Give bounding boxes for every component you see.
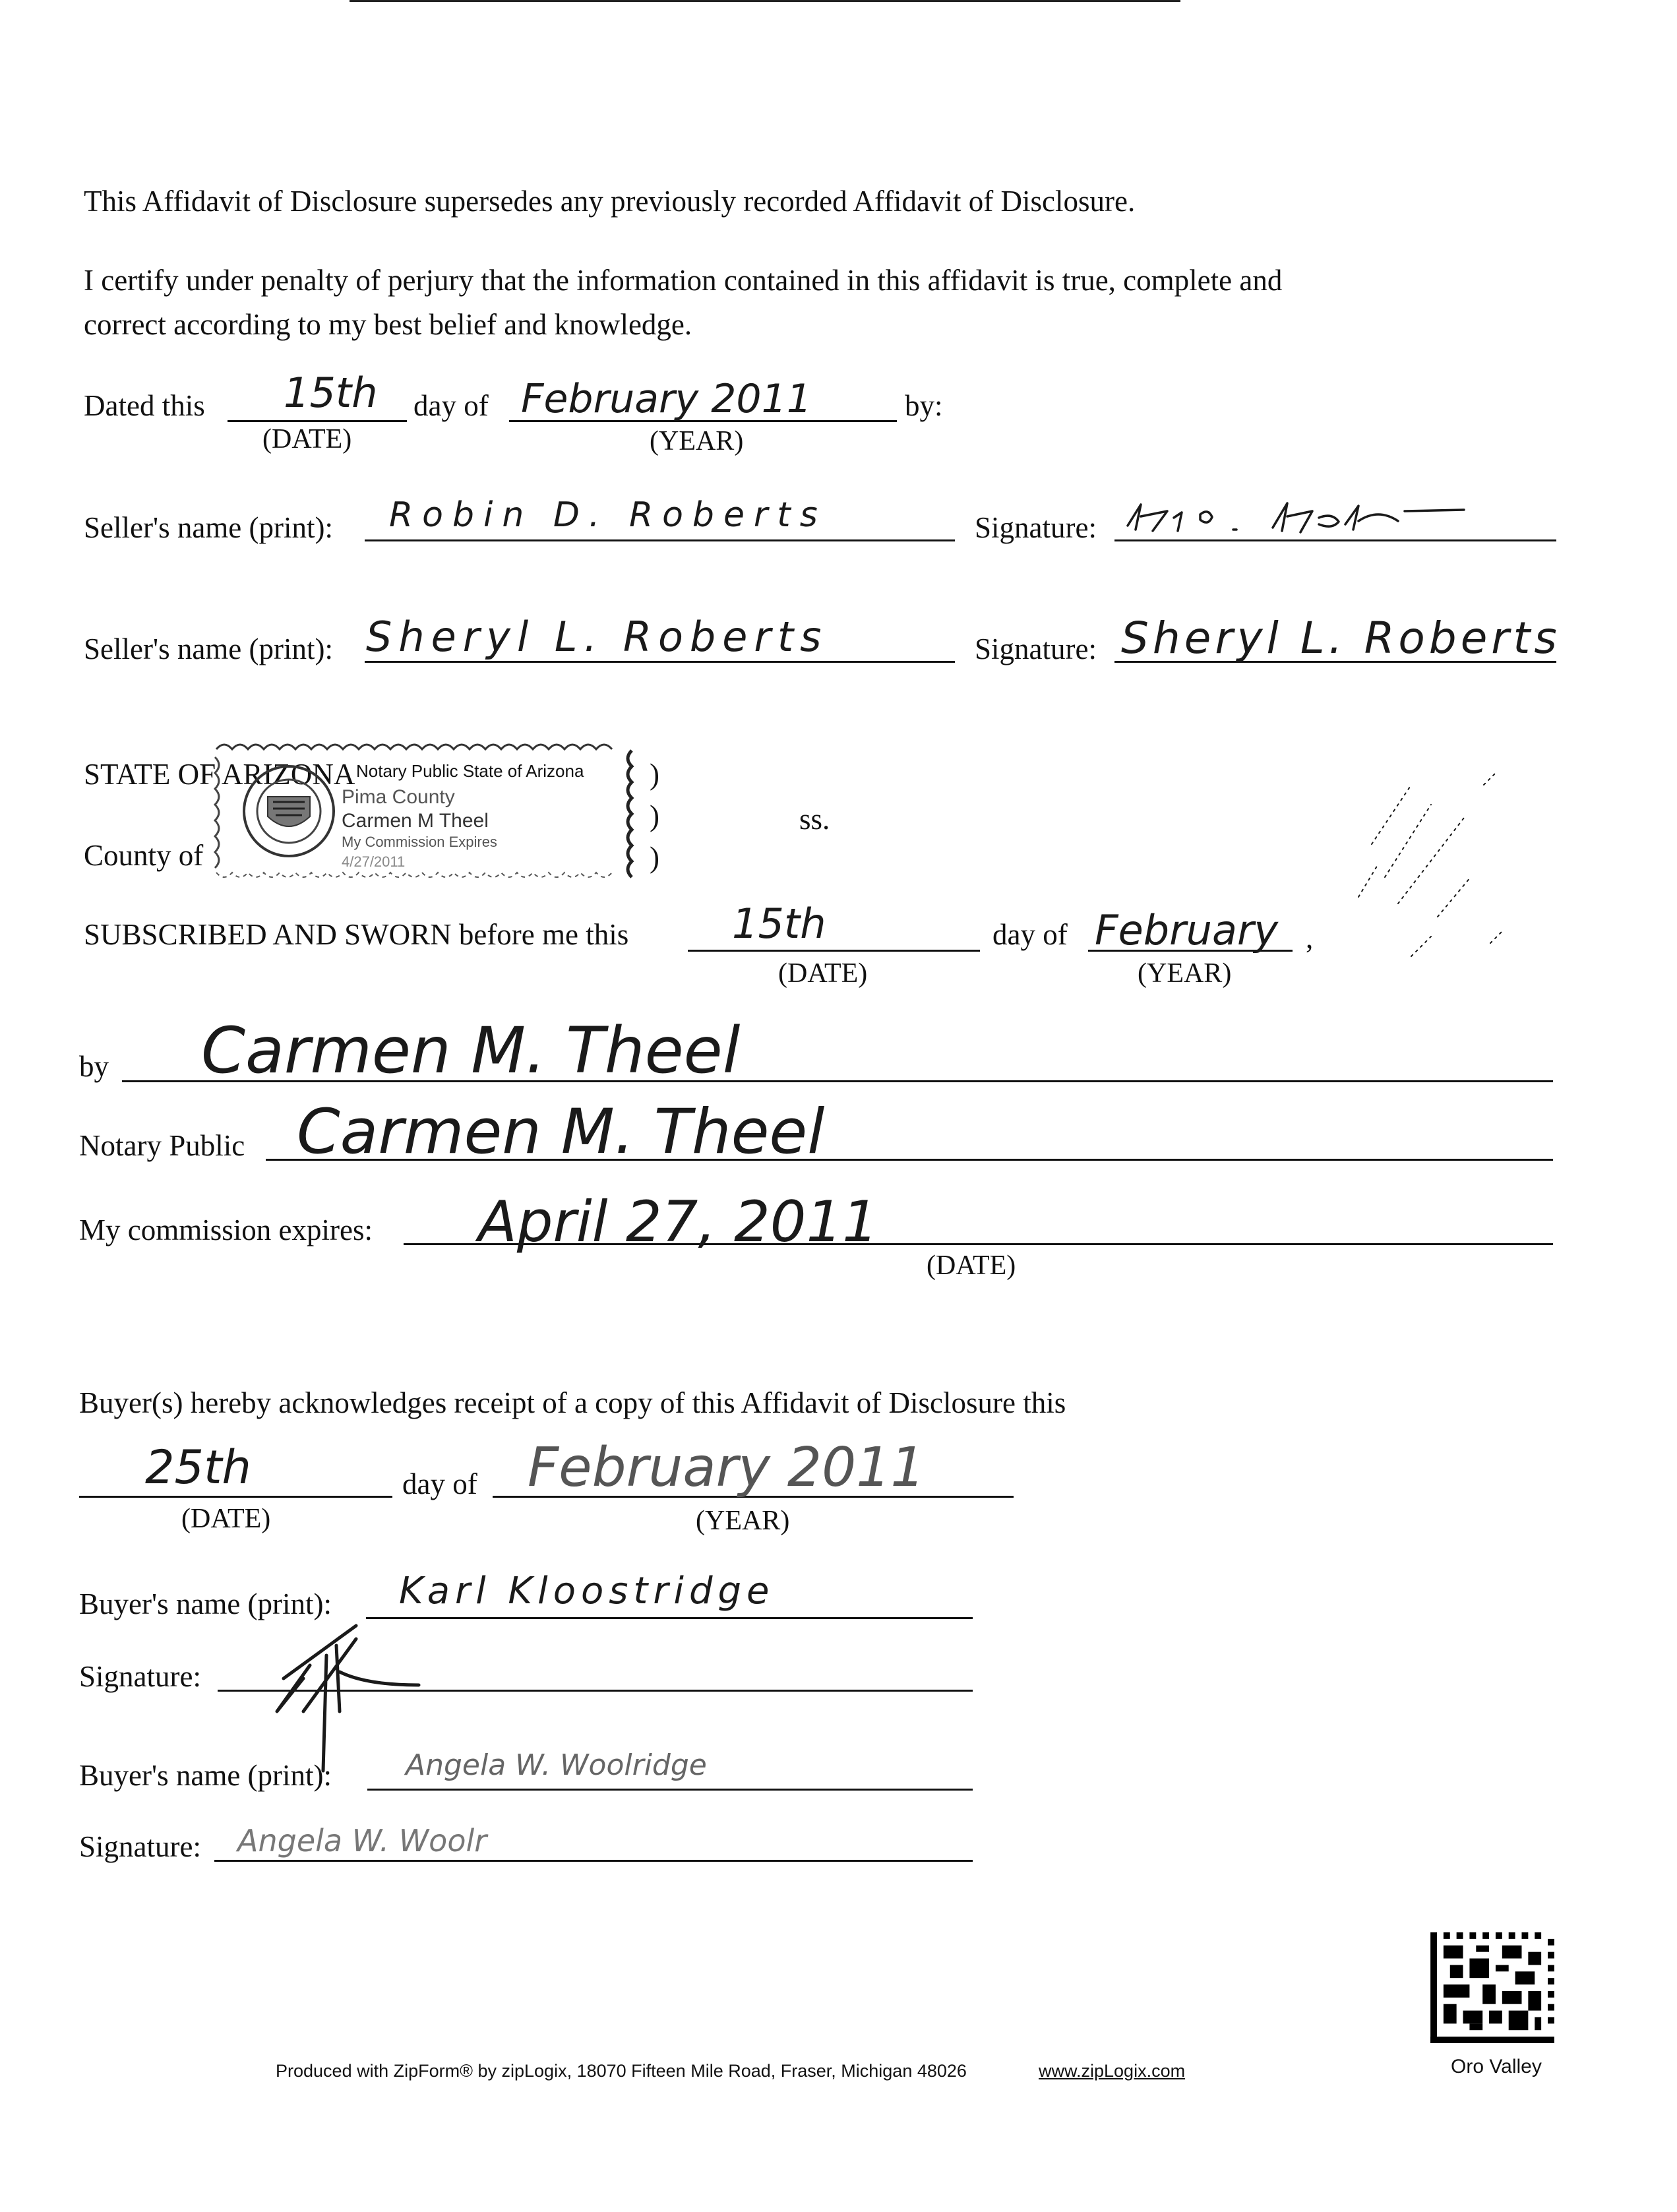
dated-month-year-value: February 2011 xyxy=(521,376,812,422)
buyer-ack-dayof-label: day of xyxy=(402,1467,477,1500)
scan-speckle xyxy=(1332,745,1543,996)
seller1-name-value: Robin D. Roberts xyxy=(389,495,827,535)
certify-statement-line1: I certify under penalty of perjury that the information contained in this affidavit is true, complete and xyxy=(84,264,1283,297)
buyer2-name-label: Buyer's name (print): xyxy=(79,1759,332,1792)
commission-value: April 27, 2011 xyxy=(478,1189,878,1255)
seller1-signature-label: Signature: xyxy=(975,511,1097,544)
buyer-ack-statement: Buyer(s) hereby acknowledges receipt of a copy of this Affidavit of Disclosure this xyxy=(79,1386,1066,1419)
buyer2-signature-value: Angela W. Woolr xyxy=(237,1823,487,1859)
ss-label: ss. xyxy=(799,803,830,836)
sworn-date-line xyxy=(688,950,980,952)
buyer-ack-month-year-value: February 2011 xyxy=(528,1436,925,1499)
sworn-date-caption: (DATE) xyxy=(778,958,868,989)
sworn-date-value: 15th xyxy=(732,900,826,948)
sworn-year-caption: (YEAR) xyxy=(1138,958,1232,989)
notary-stamp-line2: Pima County xyxy=(342,786,455,808)
by-value: Carmen M. Theel xyxy=(201,1014,741,1088)
buyer1-name-value: Karl Kloostridge xyxy=(399,1570,775,1613)
buyer2-name-line xyxy=(367,1789,973,1791)
buyer1-signature-label: Signature: xyxy=(79,1660,201,1693)
seller1-signature-scribble xyxy=(1121,491,1490,544)
footer-producer: Produced with ZipForm® by zipLogix, 18070 Fifteen Mile Road, Fraser, Michigan 48026 xyxy=(276,2061,967,2081)
buyer-ack-date-caption: (DATE) xyxy=(181,1504,271,1534)
seller2-name-label: Seller's name (print): xyxy=(84,632,333,665)
footer-link[interactable]: www.zipLogix.com xyxy=(1039,2061,1186,2081)
notary-public-label: Notary Public xyxy=(79,1129,245,1162)
dated-date-line xyxy=(228,420,407,422)
sworn-month-value: February xyxy=(1095,906,1279,954)
dated-dayof-label: day of xyxy=(413,389,489,422)
commission-label: My commission expires: xyxy=(79,1214,373,1246)
notary-stamp-line1: Notary Public State of Arizona xyxy=(356,761,584,781)
scan-edge xyxy=(350,0,1180,2)
seller1-name-line xyxy=(365,539,955,541)
sworn-dayof-label: day of xyxy=(992,918,1068,951)
commission-date-caption: (DATE) xyxy=(927,1250,1016,1281)
dated-date-caption: (DATE) xyxy=(262,424,352,454)
county-label: County of xyxy=(84,839,204,872)
supersedes-statement: This Affidavit of Disclosure supersedes any previously recorded Affidavit of Disclosure. xyxy=(84,185,1136,218)
seller2-name-line xyxy=(365,661,955,663)
buyer-ack-year-caption: (YEAR) xyxy=(696,1506,790,1536)
paren-1: ) xyxy=(650,758,659,791)
buyer1-name-label: Buyer's name (print): xyxy=(79,1587,332,1620)
seller2-signature-label: Signature: xyxy=(975,632,1097,665)
buyer-ack-date-value: 25th xyxy=(145,1440,251,1494)
notary-stamp-line5: 4/27/2011 xyxy=(342,853,406,870)
seller2-name-value: Sheryl L. Roberts xyxy=(366,613,828,661)
buyer2-name-value: Angela W. Woolridge xyxy=(406,1748,707,1782)
dated-date-value: 15th xyxy=(284,369,378,417)
buyer2-signature-label: Signature: xyxy=(79,1830,201,1863)
paren-2: ) xyxy=(650,799,659,832)
dated-year-caption: (YEAR) xyxy=(650,426,744,456)
buyer1-signature-scribble xyxy=(264,1580,435,1777)
notary-stamp-line3: Carmen M Theel xyxy=(342,810,489,832)
seller1-name-label: Seller's name (print): xyxy=(84,511,333,544)
sworn-comma: , xyxy=(1306,921,1314,954)
paren-3: ) xyxy=(650,841,659,874)
state-label: STATE OF ARIZONA xyxy=(84,758,355,791)
datamatrix-barcode xyxy=(1430,1932,1555,2043)
notary-stamp-line4: My Commission Expires xyxy=(342,834,497,850)
certify-statement-line2: correct according to my best belief and knowledge. xyxy=(84,308,692,341)
buyer-ack-date-line xyxy=(79,1496,392,1498)
seller2-signature-value: Sheryl L. Roberts xyxy=(1121,613,1561,663)
by-label: by xyxy=(79,1050,109,1083)
place-label: Oro Valley xyxy=(1451,2056,1542,2077)
buyer2-signature-line xyxy=(214,1860,973,1862)
dated-this-label: Dated this xyxy=(84,389,205,422)
sworn-label: SUBSCRIBED AND SWORN before me this xyxy=(84,918,629,951)
dated-by-label: by: xyxy=(905,389,943,422)
notary-stamp xyxy=(210,737,638,886)
buyer1-name-line xyxy=(366,1617,973,1619)
notary-signature-value: Carmen M. Theel xyxy=(297,1096,825,1168)
